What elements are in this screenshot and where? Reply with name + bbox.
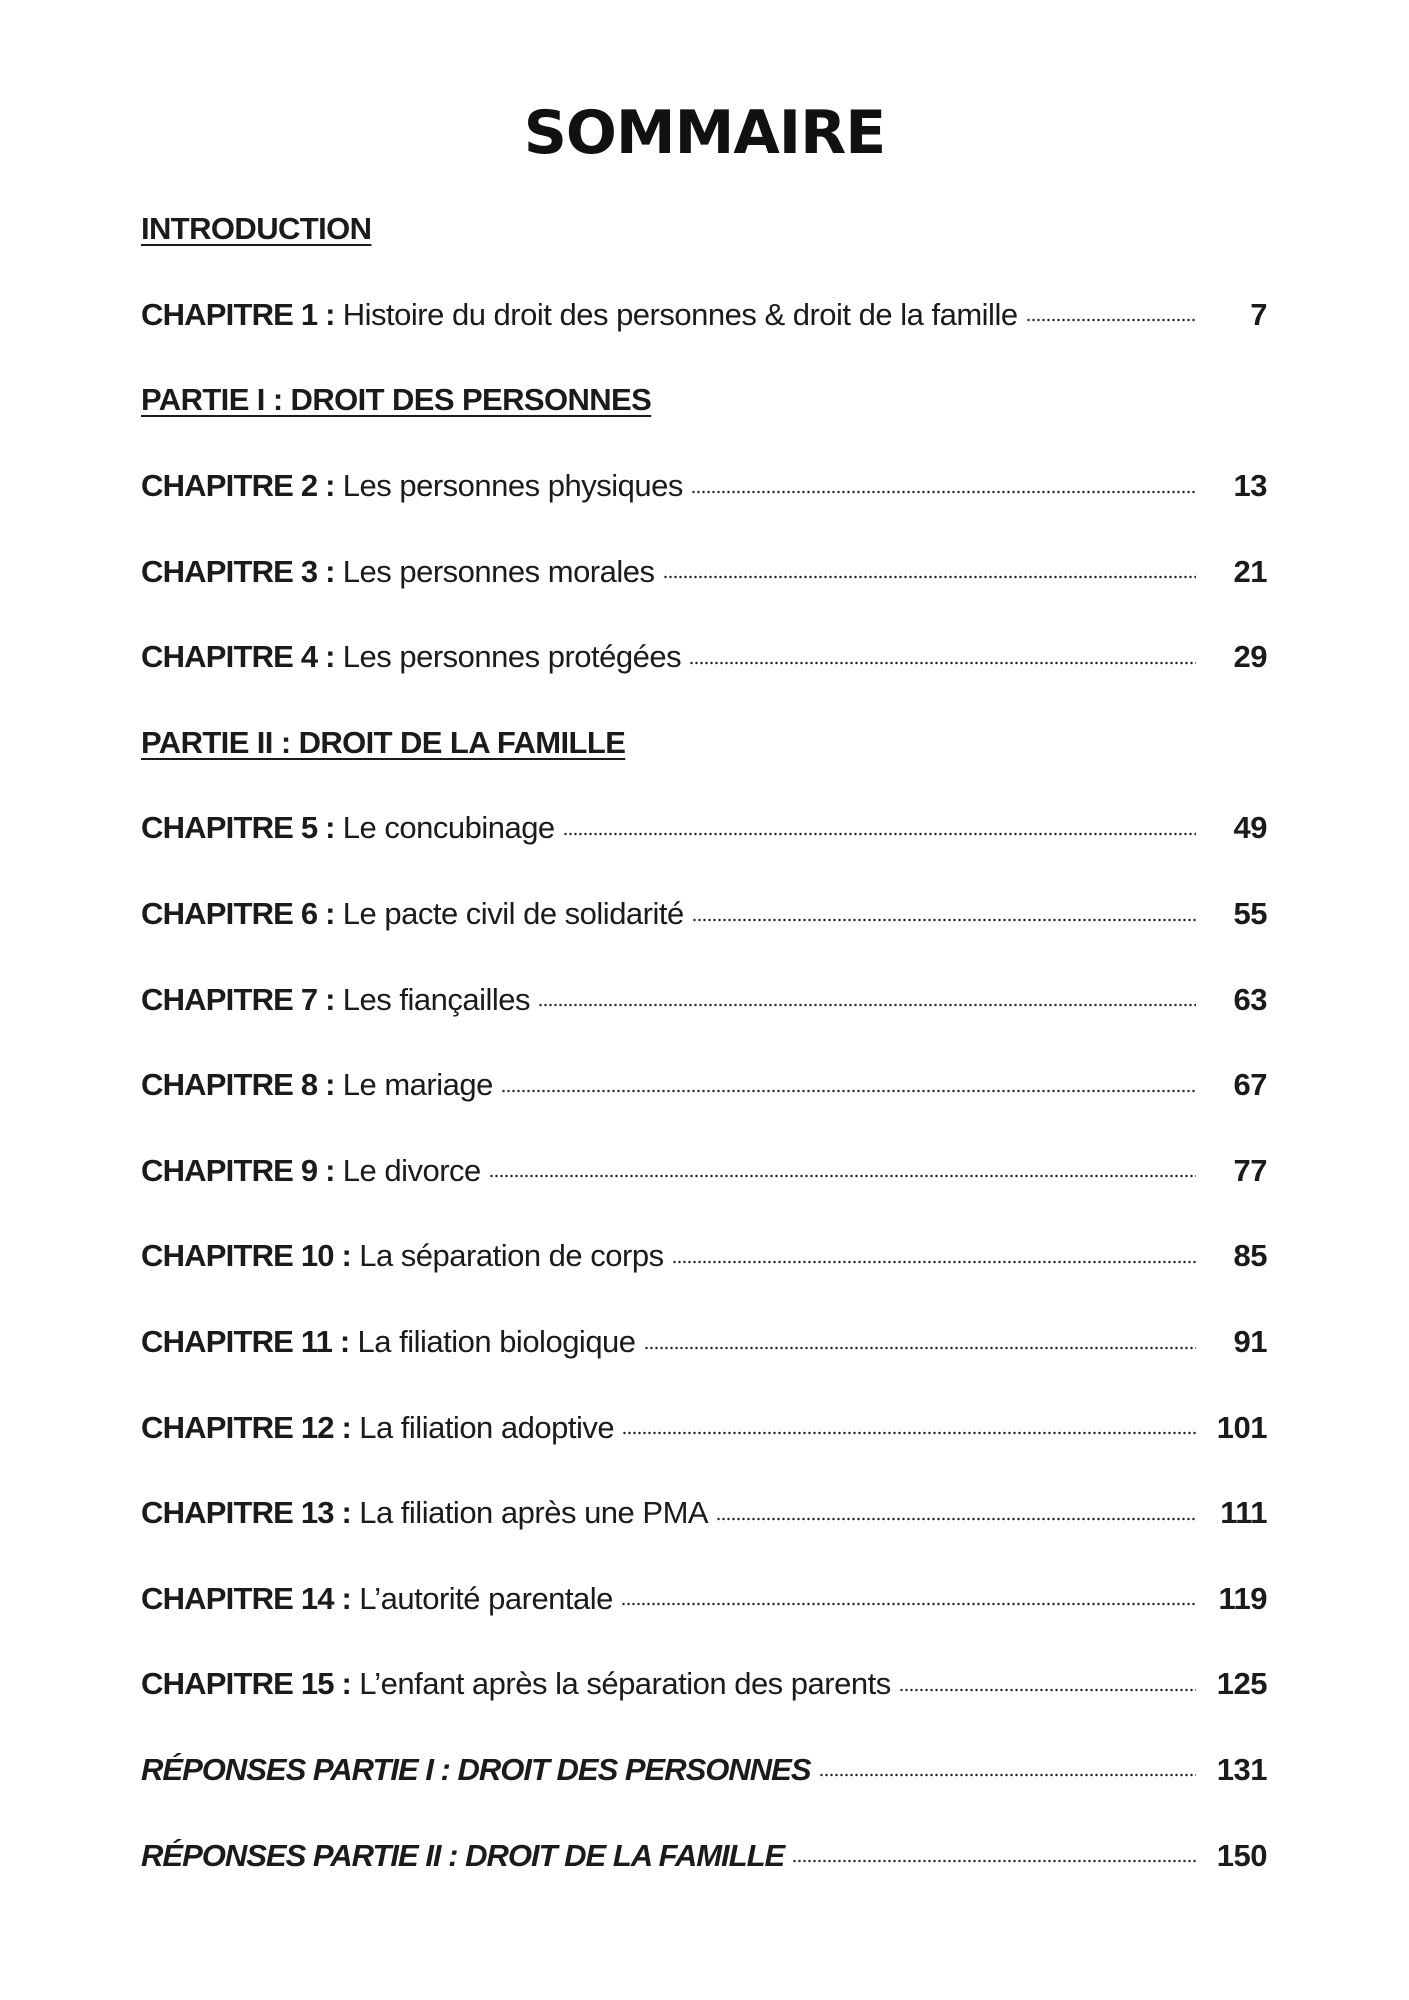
chapter-label: CHAPITRE 5 : xyxy=(141,810,335,846)
dot-leader xyxy=(689,661,1196,665)
dot-leader xyxy=(489,1174,1196,1178)
chapter-label: CHAPITRE 9 : xyxy=(141,1152,335,1188)
page-number: 7 xyxy=(1250,296,1267,332)
dot-leader xyxy=(663,575,1197,579)
chapter-title: Le pacte civil de solidarité xyxy=(334,896,684,932)
chapter-label: CHAPITRE 12 : xyxy=(141,1409,352,1445)
chapter-label: CHAPITRE 6 : xyxy=(141,896,335,932)
table-of-contents xyxy=(141,186,1267,1898)
page-number: 63 xyxy=(1233,981,1267,1017)
chapter-label: CHAPITRE 13 : xyxy=(141,1495,352,1531)
section-heading: INTRODUCTION xyxy=(141,211,372,247)
page-number: 111 xyxy=(1220,1495,1267,1531)
chapter-title: Les personnes morales xyxy=(334,553,655,589)
toc-entry-chapitre-7 xyxy=(141,956,1267,1042)
page-number: 13 xyxy=(1233,468,1267,504)
dot-leader xyxy=(716,1517,1196,1521)
toc-entry-chapitre-2 xyxy=(141,443,1267,529)
section-heading: PARTIE I : DROIT DES PERSONNES xyxy=(141,382,652,418)
chapter-label: CHAPITRE 4 : xyxy=(141,639,335,675)
toc-entry-chapitre-14 xyxy=(141,1556,1267,1642)
chapter-label: CHAPITRE 2 : xyxy=(141,468,335,504)
toc-heading-partie-1 xyxy=(141,357,1267,443)
chapter-title: Histoire du droit des personnes & droit de la famille xyxy=(334,296,1018,332)
page-number: 21 xyxy=(1233,553,1267,589)
page-number: 131 xyxy=(1216,1751,1267,1787)
toc-entry-chapitre-9 xyxy=(141,1128,1267,1214)
dot-leader xyxy=(819,1773,1196,1777)
dot-leader xyxy=(692,918,1196,922)
page-number: 49 xyxy=(1233,810,1267,846)
page-number: 67 xyxy=(1233,1067,1267,1103)
chapter-title: Le mariage xyxy=(334,1067,493,1103)
toc-entry-reponses-partie-1 xyxy=(141,1727,1267,1813)
dot-leader xyxy=(672,1260,1196,1264)
toc-entry-chapitre-13 xyxy=(141,1470,1267,1556)
chapter-title: La filiation biologique xyxy=(349,1324,636,1360)
chapter-title: La filiation adoptive xyxy=(351,1409,615,1445)
toc-entry-chapitre-5 xyxy=(141,785,1267,871)
chapter-title: Le concubinage xyxy=(334,810,555,846)
dot-leader xyxy=(691,490,1196,494)
section-heading: PARTIE II : DROIT DE LA FAMILLE xyxy=(141,724,626,760)
page-number: 150 xyxy=(1216,1837,1267,1873)
page-number: 125 xyxy=(1216,1666,1267,1702)
toc-entry-chapitre-10 xyxy=(141,1213,1267,1299)
chapter-title: L’autorité parentale xyxy=(351,1580,613,1616)
answers-label: RÉPONSES PARTIE I : DROIT DES PERSONNES xyxy=(141,1751,811,1787)
dot-leader xyxy=(644,1346,1196,1350)
chapter-title: La filiation après une PMA xyxy=(351,1495,709,1531)
toc-entry-chapitre-6 xyxy=(141,871,1267,957)
toc-entry-reponses-partie-2 xyxy=(141,1812,1267,1898)
toc-heading-introduction xyxy=(141,186,1267,272)
chapter-label: CHAPITRE 1 : xyxy=(141,296,335,332)
dot-leader xyxy=(792,1859,1196,1863)
chapter-title: Les personnes protégées xyxy=(334,639,682,675)
chapter-title: Les personnes physiques xyxy=(334,468,683,504)
toc-entry-chapitre-4 xyxy=(141,614,1267,700)
page-number: 119 xyxy=(1218,1580,1267,1616)
chapter-title: La séparation de corps xyxy=(351,1238,664,1274)
chapter-label: CHAPITRE 14 : xyxy=(141,1580,352,1616)
dot-leader xyxy=(538,1003,1196,1007)
dot-leader xyxy=(563,832,1196,836)
dot-leader xyxy=(899,1688,1196,1692)
page-title: SOMMAIRE xyxy=(523,98,886,168)
answers-label: RÉPONSES PARTIE II : DROIT DE LA FAMILLE xyxy=(141,1837,785,1873)
chapter-title: Les fiançailles xyxy=(334,981,530,1017)
page-number: 85 xyxy=(1233,1238,1267,1274)
chapter-title: L’enfant après la séparation des parents xyxy=(351,1666,891,1702)
chapter-title: Le divorce xyxy=(334,1152,481,1188)
page-number: 55 xyxy=(1233,896,1267,932)
chapter-label: CHAPITRE 15 : xyxy=(141,1666,352,1702)
toc-heading-partie-2 xyxy=(141,700,1267,786)
toc-entry-chapitre-15 xyxy=(141,1641,1267,1727)
chapter-label: CHAPITRE 7 : xyxy=(141,981,335,1017)
chapter-label: CHAPITRE 8 : xyxy=(141,1067,335,1103)
dot-leader xyxy=(622,1431,1196,1435)
chapter-label: CHAPITRE 11 : xyxy=(141,1324,350,1360)
page-number: 29 xyxy=(1233,639,1267,675)
toc-entry-chapitre-12 xyxy=(141,1384,1267,1470)
chapter-label: CHAPITRE 10 : xyxy=(141,1238,352,1274)
dot-leader xyxy=(501,1089,1196,1093)
page-number: 77 xyxy=(1233,1152,1267,1188)
dot-leader xyxy=(1026,318,1196,322)
toc-entry-chapitre-1 xyxy=(141,272,1267,358)
chapter-label: CHAPITRE 3 : xyxy=(141,553,335,589)
toc-entry-chapitre-8 xyxy=(141,1042,1267,1128)
page-number: 91 xyxy=(1233,1324,1267,1360)
dot-leader xyxy=(621,1602,1196,1606)
page-number: 101 xyxy=(1216,1409,1267,1445)
toc-entry-chapitre-3 xyxy=(141,528,1267,614)
toc-entry-chapitre-11 xyxy=(141,1299,1267,1385)
